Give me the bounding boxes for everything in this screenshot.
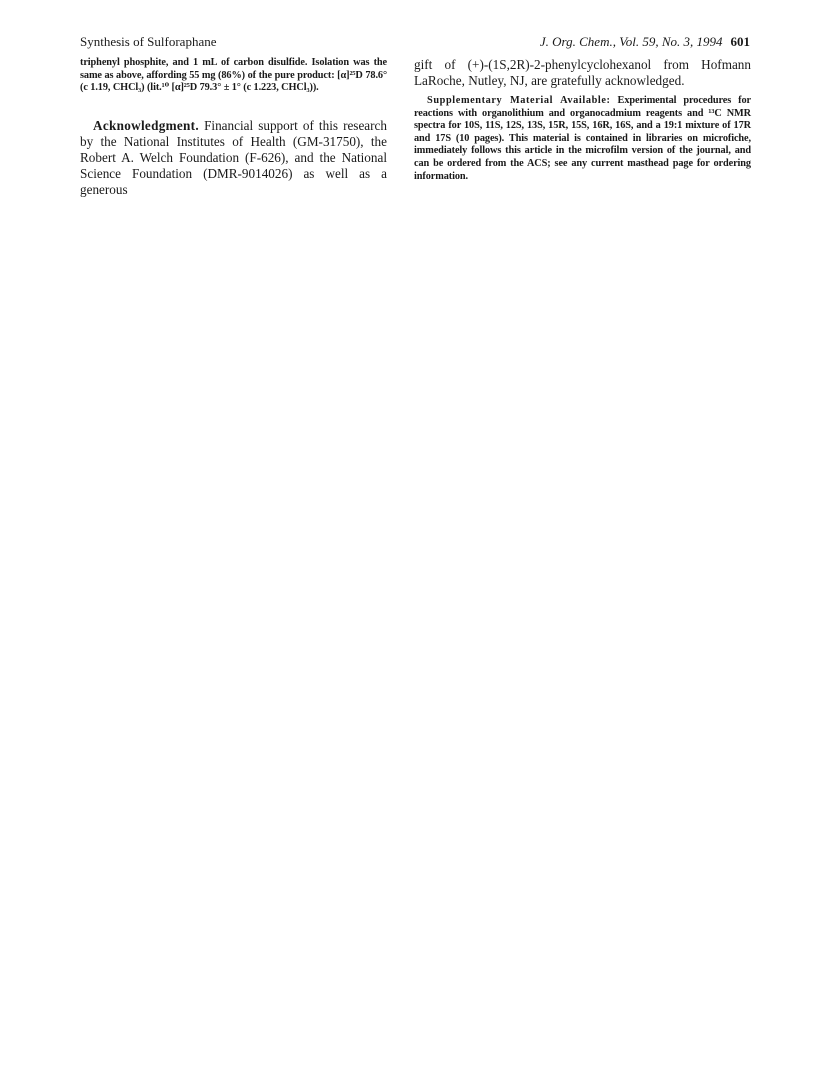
journal-citation bbox=[540, 34, 750, 50]
acknowledgment-heading: Acknowledgment. bbox=[93, 117, 199, 133]
page-number: 601 bbox=[730, 34, 750, 49]
experimental-paragraph: triphenyl phosphite, and 1 mL of carbon disulfide. Isolation was the same as above, affording 55 mg (86%) of the pure product: [α]²⁵D 78.6° (c 1.19, CHCl₃) (lit.¹⁰ [α]²⁵D 79.3° ± 1° (c 1.223, CHCl₃)). bbox=[80, 57, 387, 94]
journal-reference: J. Org. Chem., Vol. 59, No. 3, 1994 bbox=[539, 34, 723, 49]
article-running-title: Synthesis of Sulforaphane bbox=[80, 34, 217, 49]
left-column bbox=[80, 57, 387, 198]
supplementary-heading: Supplementary Material Available: bbox=[427, 95, 611, 106]
supplementary-text: Experimental procedures for reactions with organolithium and organocadmium reagents and ¹³C NMR spectra for 10S, 11S, 12S, 13S, 15R, 15S, 16R, 16S, and a 19:1 mixture of 17R and 17S (10 pages). This material is contained in libraries on microfiche, immediately follows this article in the microfilm version of the journal, and can be ordered from the ACS; see any current masthead page for ordering information. bbox=[414, 95, 751, 182]
acknowledgment-text: Financial support of this research by the National Institutes of Health (GM-31750), the Robert A. Welch Foundation (F-626), and the National Science Foundation (DMR-9014026) as well as a generous bbox=[80, 117, 387, 197]
right-column bbox=[414, 57, 751, 183]
supplementary-material-paragraph bbox=[414, 95, 751, 183]
acknowledgment-paragraph bbox=[80, 118, 387, 198]
running-head bbox=[80, 34, 750, 52]
acknowledgment-continuation: gift of (+)-(1S,2R)-2-phenylcyclohexanol from Hofmann LaRoche, Nutley, NJ, are gratefully acknowledged. bbox=[414, 57, 751, 88]
